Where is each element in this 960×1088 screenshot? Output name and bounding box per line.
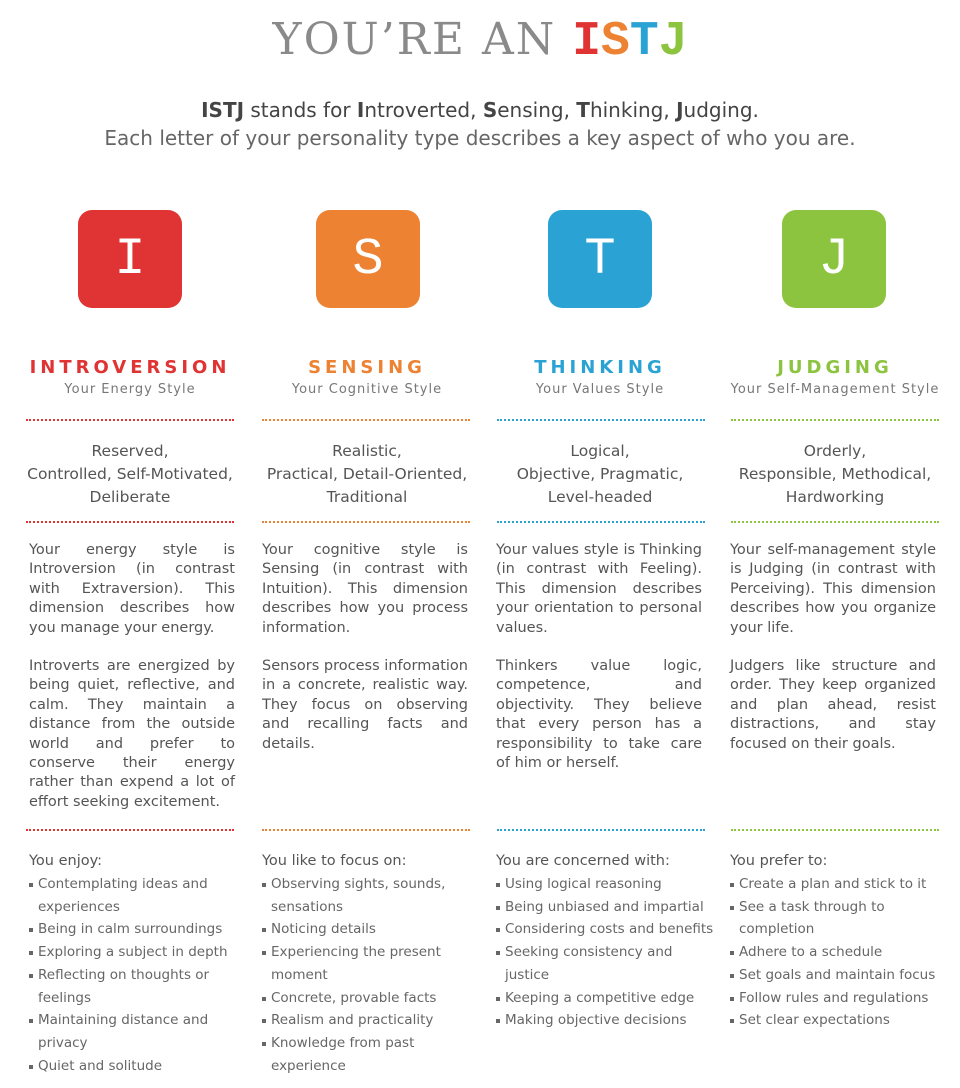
list-item: Set goals and maintain focus [730, 964, 950, 987]
badge-thinking: T [548, 210, 652, 308]
list-item: See a task through to completion [730, 896, 950, 941]
dimension-subtitle-introversion: Your Energy Style [64, 382, 196, 397]
trait-line: Logical, [570, 442, 630, 460]
divider [731, 521, 939, 523]
divider [731, 829, 939, 831]
dimension-subtitle-sensing: Your Cognitive Style [291, 382, 443, 397]
trait-line: Level-headed [547, 488, 653, 506]
divider [731, 419, 939, 421]
badge-introversion: I [78, 210, 182, 308]
list-item: Set clear expectations [730, 1009, 950, 1032]
list-item: Create a plan and stick to it [730, 873, 950, 896]
trait-line: Practical, Detail-Oriented, [266, 465, 468, 483]
description-paragraph: Judgers like structure and order. They keep organized and plan ahead, resist distractions, and stay focused on their goals. [730, 658, 936, 752]
divider [262, 829, 470, 831]
divider [497, 521, 705, 523]
badge-judging: J [782, 210, 886, 308]
list-item: Maintaining distance and privacy [29, 1009, 249, 1054]
traits-sensing [247, 440, 487, 509]
description-sensing [262, 541, 468, 773]
description-paragraph: Your energy style is Introversion (in contrast with Extraversion). This dimension describes how you manage your energy. [29, 542, 235, 636]
trait-line: Orderly, [803, 442, 867, 460]
list-item: Knowledge from past experience [262, 1032, 482, 1077]
word-rest: hinking [589, 98, 664, 122]
dimension-name-thinking: THINKING [534, 357, 666, 378]
list-item: Observing sights, sounds, sensations [262, 873, 482, 918]
traits-judging [715, 440, 955, 509]
page-title [0, 14, 960, 69]
divider [262, 521, 470, 523]
divider [497, 829, 705, 831]
preferences-lead: You are concerned with: [496, 853, 670, 869]
list-item: Concrete, provable facts [262, 987, 482, 1010]
dimension-name-sensing: SENSING [308, 357, 426, 378]
intro-type: ISTJ [201, 98, 245, 122]
preferences-introversion [29, 853, 249, 1077]
list-item: Realism and practicality [262, 1009, 482, 1032]
list-item: Quiet and solitude [29, 1055, 249, 1078]
list-item: Contemplating ideas and experiences [29, 873, 249, 918]
word-rest: ensing [497, 98, 564, 122]
list-item: Considering costs and benefits [496, 918, 716, 941]
intro-line-1: ISTJ stands for Introverted, Sensing, Thinking, Judging. [201, 98, 759, 122]
title-letter-i: I [572, 15, 602, 69]
list-item: Keeping a competitive edge [496, 987, 716, 1010]
trait-line: Deliberate [89, 488, 171, 506]
word-first-letter: S [482, 98, 498, 122]
preferences-lead: You enjoy: [29, 853, 103, 869]
list-item: Seeking consistency and justice [496, 941, 716, 986]
trait-line: Controlled, Self-Motivated, [27, 465, 233, 483]
description-introversion [29, 541, 235, 831]
list-item: Being unbiased and impartial [496, 896, 716, 919]
title-letter-j: J [658, 15, 688, 69]
word-first-letter: T [576, 98, 590, 122]
badge-sensing: S [316, 210, 420, 308]
traits-introversion [10, 440, 250, 509]
intro-line-2: Each letter of your personality type describes a key aspect of who you are. [104, 126, 856, 150]
list-item: Reflecting on thoughts or feelings [29, 964, 249, 1009]
word-rest: ntroverted [364, 98, 471, 122]
title-letter-s: S [601, 15, 630, 69]
preferences-list [730, 873, 950, 1032]
trait-line: Hardworking [785, 488, 885, 506]
traits-thinking [480, 440, 720, 509]
description-paragraph: Introverts are energized by being quiet, reflective, and calm. They maintain a distance from the outside world and prefer to conserve their energy rather than expend a lot of effort seeking excitement. [29, 658, 235, 810]
preferences-thinking [496, 853, 716, 1032]
divider [262, 419, 470, 421]
list-item: Noticing details [262, 918, 482, 941]
description-paragraph: Your values style is Thinking (in contrast with Feeling). This dimension describes your orientation to personal values. [496, 542, 702, 636]
description-paragraph: Sensors process information in a concrete, realistic way. They focus on observing and recalling facts and details. [262, 658, 468, 752]
intro [0, 98, 960, 150]
preferences-lead: You prefer to: [730, 853, 828, 869]
word-rest: udging [683, 98, 753, 122]
intro-stands-for: stands for [244, 98, 357, 122]
preferences-list [29, 873, 249, 1077]
dimension-subtitle-judging: Your Self-Management Style [730, 382, 940, 397]
divider [497, 419, 705, 421]
trait-line: Traditional [326, 488, 408, 506]
list-item: Exploring a subject in depth [29, 941, 249, 964]
list-item: Being in calm surroundings [29, 918, 249, 941]
description-paragraph: Your self-management style is Judging (in contrast with Perceiving). This dimension describes how you organize your life. [730, 542, 936, 636]
preferences-judging [730, 853, 950, 1032]
preferences-lead: You like to focus on: [262, 853, 407, 869]
preferences-list [496, 873, 716, 1032]
trait-line: Reserved, [91, 442, 169, 460]
list-item: Experiencing the present moment [262, 941, 482, 986]
description-paragraph: Your cognitive style is Sensing (in contrast with Intuition). This dimension describes how you process information. [262, 542, 468, 636]
list-item: Adhere to a schedule [730, 941, 950, 964]
list-item: Follow rules and regulations [730, 987, 950, 1010]
dimension-name-judging: JUDGING [777, 357, 893, 378]
trait-line: Responsible, Methodical, [738, 465, 932, 483]
preferences-list [262, 873, 482, 1077]
divider [26, 419, 234, 421]
title-prefix: YOU’RE AN [272, 14, 573, 65]
divider [26, 521, 234, 523]
trait-line: Objective, Pragmatic, [516, 465, 684, 483]
description-paragraph: Thinkers value logic, competence, and objectivity. They believe that every person has a responsibility to take care of him or herself. [496, 658, 702, 772]
word-first-letter: I [356, 98, 365, 122]
preferences-sensing [262, 853, 482, 1077]
word-first-letter: J [676, 98, 684, 122]
dimension-subtitle-thinking: Your Values Style [535, 382, 665, 397]
description-judging [730, 541, 936, 773]
description-thinking [496, 541, 702, 792]
trait-line: Realistic, [332, 442, 402, 460]
dimension-name-introversion: INTROVERSION [29, 357, 231, 378]
list-item: Using logical reasoning [496, 873, 716, 896]
list-item: Making objective decisions [496, 1009, 716, 1032]
title-letter-t: T [629, 15, 659, 69]
